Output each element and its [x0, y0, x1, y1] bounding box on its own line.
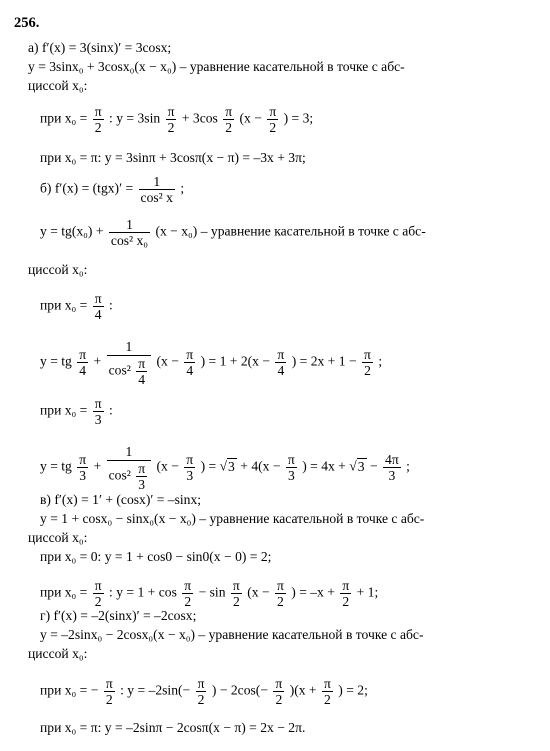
fraction: $\frac{4\pi}{3}$ — [385, 452, 399, 483]
text: − — [369, 458, 378, 474]
text: при x₀ = — [40, 110, 88, 126]
part-g-case-pi: при x₀ = π: y = –2sinπ − 2cosπ(x − π) = 2x − 2π. — [40, 720, 306, 735]
part-a-derivative: а) f′(x) = 3(sinx)′ = 3cosx; — [28, 40, 172, 55]
fraction: $\frac{\pi}{2}$ — [225, 104, 233, 135]
part-b-result-pi-third — [40, 443, 410, 492]
text: ) = 4x + — [302, 458, 346, 474]
text: (x − — [156, 458, 179, 474]
text: ) = 1 + 2(x − — [200, 353, 271, 369]
text: ; — [378, 353, 383, 369]
fraction: $\frac{\pi}{2}$ — [94, 578, 102, 609]
text: ; — [406, 458, 410, 474]
text: (x − x₀) – уравнение касательной в точке с абс- — [155, 223, 426, 239]
fraction: $\frac{\pi}{2}$ — [232, 578, 240, 609]
fraction: 1 cos² $\frac{\pi}{4}$ — [107, 338, 151, 387]
text: (x − — [247, 584, 270, 600]
text: ) − 2cos(− — [211, 682, 268, 698]
part-a-case-pi-half — [40, 104, 313, 135]
fraction: $\frac{\pi}{2}$ — [167, 104, 175, 135]
fraction: $\frac{\pi}{2}$ — [94, 104, 102, 135]
part-v-tangent-equation: y = 1 + cosx₀ − sinx₀(x − x₀) – уравнение касательной в точке с абс- — [40, 511, 425, 526]
part-a-case-pi: при x₀ = π: y = 3sinπ + 3cosπ(x − π) = –3x + 3π; — [40, 150, 306, 165]
fraction: $\frac{\pi}{3}$ — [186, 452, 194, 483]
fraction: $\frac{\pi}{4}$ — [94, 291, 102, 322]
fraction: $\frac{\pi}{4}$ — [138, 356, 146, 387]
sqrt-3: √3 — [219, 458, 235, 474]
fraction: $\frac{\pi}{3}$ — [138, 461, 146, 492]
fraction: $\frac{\pi}{2}$ — [276, 578, 284, 609]
part-b-case-pi-quarter: при x₀ = $\frac{\pi}{4}$ : — [40, 291, 113, 322]
fraction: $\frac{\pi}{2}$ — [364, 347, 371, 378]
text: при x₀ = — [40, 584, 88, 600]
part-b-tangent-equation — [40, 217, 426, 248]
fraction: $\frac{\pi}{2}$ — [105, 676, 113, 707]
text: − sin — [198, 584, 226, 600]
fraction: $\frac{\pi}{2}$ — [275, 676, 283, 707]
part-v-case-zero: при x₀ = 0: y = 1 + cos0 − sin0(x − 0) = 2; — [40, 549, 272, 564]
part-b-derivative — [40, 174, 184, 205]
text: при x₀ = — [40, 297, 88, 313]
text: (x − — [239, 110, 262, 126]
part-v-abscissa: циссой x₀: — [28, 530, 88, 545]
text: : y = 1 + cos — [109, 584, 177, 600]
text: + — [93, 353, 102, 369]
fraction: $\frac{1}{\text{cos² x₀}}$ — [110, 217, 149, 248]
part-g-derivative: г) f′(x) = –2(sinx)′ = –2cosx; — [40, 608, 197, 623]
part-a-abscissa: циссой x₀: — [28, 78, 88, 93]
text: + 4(x − — [240, 458, 281, 474]
text: y = tg — [40, 353, 72, 369]
part-a-tangent-equation: y = 3sinx₀ + 3cosx₀(x − x₀) – уравнение касательной в точке с абс- — [28, 59, 405, 74]
text: ) = –x + — [291, 584, 335, 600]
text: + 1; — [356, 584, 379, 600]
text: (x − — [156, 353, 179, 369]
problem-number: 256. — [14, 15, 40, 31]
text: : y = –2sin(− — [120, 682, 191, 698]
part-g-tangent-equation: y = –2sinx₀ − 2cosx₀(x − x₀) – уравнение касательной в точке с абс- — [40, 627, 424, 642]
text: )(x + — [289, 682, 317, 698]
fraction: $\frac{\pi}{3}$ — [94, 396, 102, 427]
text: + — [93, 458, 102, 474]
fraction: $\frac{\pi}{4}$ — [186, 347, 194, 378]
fraction: $\frac{\pi}{4}$ — [79, 347, 87, 378]
fraction: $\frac{\pi}{3}$ — [79, 452, 87, 483]
part-v-derivative: в) f′(x) = 1′ + (cosx)′ = –sinx; — [40, 492, 202, 507]
text: ; — [180, 180, 185, 196]
text: : y = 3sin — [109, 110, 161, 126]
part-v-case-pi-half — [40, 578, 378, 609]
fraction: $\frac{\pi}{3}$ — [287, 452, 295, 483]
fraction: $\frac{\pi}{2}$ — [197, 676, 205, 707]
text: б) f′(x) = (tgx)′ = — [40, 180, 134, 196]
text: ) = 2x + 1 − — [291, 353, 357, 369]
fraction: $\frac{\pi}{2}$ — [342, 578, 350, 609]
part-g-case-minus-pi-half — [40, 676, 368, 707]
fraction: $\frac{\pi}{2}$ — [269, 104, 277, 135]
text: ) = 3; — [283, 110, 314, 126]
fraction: $\frac{\pi}{2}$ — [324, 676, 331, 707]
part-g-abscissa: циссой x₀: — [28, 646, 88, 661]
text: y = tg(x₀) + — [40, 223, 104, 239]
fraction: 1 cos² $\frac{\pi}{3}$ — [107, 443, 151, 492]
part-b-result-pi-quarter — [40, 338, 382, 387]
fraction: $\frac{\pi}{4}$ — [277, 347, 285, 378]
text: ) = — [200, 458, 217, 474]
text: ) = 2; — [338, 682, 368, 698]
part-b-abscissa: циссой x₀: — [28, 262, 88, 277]
sqrt-3: √3 — [349, 458, 365, 474]
part-b-case-pi-third: при x₀ = $\frac{\pi}{3}$ : — [40, 396, 113, 427]
fraction: $\frac{1}{\text{cos² x}}$ — [140, 174, 173, 205]
text: + 3cos — [181, 110, 218, 126]
fraction: $\frac{\pi}{2}$ — [184, 578, 192, 609]
text: при x₀ = − — [40, 682, 99, 698]
text: при x₀ = — [40, 402, 88, 418]
text: y = tg — [40, 458, 72, 474]
